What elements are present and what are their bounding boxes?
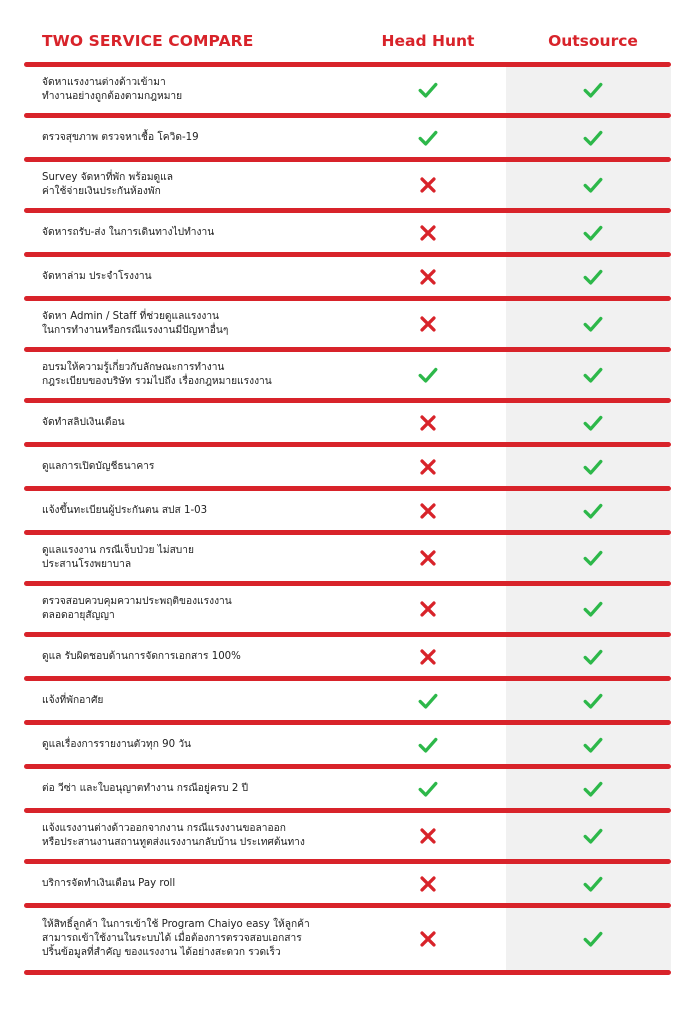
column-header-head-hunt: Head Hunt bbox=[381, 32, 475, 50]
check-icon bbox=[573, 403, 613, 442]
check-icon bbox=[573, 301, 613, 347]
cross-icon bbox=[408, 162, 448, 208]
cross-icon bbox=[408, 864, 448, 903]
service-label: แจ้งแรงงานต่างด้าวออกจากงาน กรณีแรงงานขอลาออก หรือประสานงานสถานทูตส่งแรงงานกลับบ้าน ประเทศต้นทาง bbox=[42, 823, 305, 848]
cross-icon bbox=[408, 257, 448, 296]
comparison-table bbox=[24, 62, 671, 970]
cross-icon bbox=[408, 535, 448, 581]
table-row bbox=[24, 720, 671, 764]
check-icon bbox=[573, 725, 613, 764]
check-icon bbox=[573, 162, 613, 208]
service-label: ให้สิทธิ์ลูกค้า ในการเข้าใช้ Program Chaiyo easy ให้ลูกค้า สามารถเข้าใช้งานในระบบได้ เมื่อต้องการตรวจสอบเอกสาร ปริ้นข้อมูลที่สำคัญ ของแรงงาน ได้อย่างสะดวก รวดเร็ว bbox=[42, 919, 310, 958]
service-label: จัดทำสลิปเงินเดือน bbox=[42, 416, 125, 428]
table-row bbox=[24, 157, 671, 208]
table-row bbox=[24, 581, 671, 632]
service-label: Survey จัดหาที่พัก พร้อมดูแล ค่าใช้จ่ายเงินประกันห้องพัก bbox=[42, 172, 173, 197]
service-label: แจ้งที่พักอาศัย bbox=[42, 694, 104, 706]
table-row bbox=[24, 486, 671, 530]
check-icon bbox=[573, 535, 613, 581]
table-row bbox=[24, 764, 671, 808]
service-label: แจ้งขึ้นทะเบียนผู้ประกันตน สปส 1-03 bbox=[42, 504, 208, 516]
table-row bbox=[24, 113, 671, 157]
check-icon bbox=[573, 637, 613, 676]
check-icon bbox=[408, 67, 448, 113]
table-row bbox=[24, 442, 671, 486]
cross-icon bbox=[408, 491, 448, 530]
check-icon bbox=[573, 352, 613, 398]
service-label: ดูแลแรงงาน กรณีเจ็บป่วย ไม่สบาย ประสานโรงพยาบาล bbox=[42, 545, 194, 570]
table-row bbox=[24, 632, 671, 676]
service-label: จัดหาล่าม ประจำโรงงาน bbox=[42, 270, 152, 282]
service-label: ตรวจสอบควบคุมความประพฤติของแรงงาน ตลอดอายุสัญญา bbox=[42, 596, 232, 621]
service-label: จัดหารถรับ-ส่ง ในการเดินทางไปทำงาน bbox=[42, 226, 215, 238]
check-icon bbox=[573, 586, 613, 632]
table-row bbox=[24, 676, 671, 720]
service-label: บริการจัดทำเงินเดือน Pay roll bbox=[42, 877, 176, 889]
table-row bbox=[24, 252, 671, 296]
check-icon bbox=[408, 118, 448, 157]
service-label: ต่อ วีซ่า และใบอนุญาตทำงาน กรณีอยู่ครบ 2 ปี bbox=[42, 782, 249, 794]
table-row bbox=[24, 808, 671, 859]
table-header bbox=[24, 26, 671, 58]
check-icon bbox=[573, 864, 613, 903]
check-icon bbox=[573, 681, 613, 720]
service-label: ดูแลการเปิดบัญชีธนาคาร bbox=[42, 460, 155, 472]
check-icon bbox=[408, 681, 448, 720]
cross-icon bbox=[408, 403, 448, 442]
service-label: ดูแล รับผิดชอบด้านการจัดการเอกสาร 100% bbox=[42, 650, 241, 662]
cross-icon bbox=[408, 213, 448, 252]
service-label: ตรวจสุขภาพ ตรวจหาเชื้อ โควิด-19 bbox=[42, 131, 199, 143]
check-icon bbox=[573, 769, 613, 808]
column-header-outsource: Outsource bbox=[548, 32, 638, 50]
table-bottom-divider bbox=[24, 970, 671, 975]
check-icon bbox=[573, 813, 613, 859]
cross-icon bbox=[408, 908, 448, 970]
check-icon bbox=[573, 213, 613, 252]
check-icon bbox=[408, 725, 448, 764]
table-row bbox=[24, 62, 671, 113]
table-row bbox=[24, 296, 671, 347]
table-row bbox=[24, 859, 671, 903]
service-label: จัดหา Admin / Staff ที่ช่วยดูแลแรงงาน ในการทำงานหรือกรณีแรงงานมีปัญหาอื่นๆ bbox=[42, 311, 229, 336]
check-icon bbox=[573, 908, 613, 970]
table-row bbox=[24, 903, 671, 970]
table-row bbox=[24, 208, 671, 252]
cross-icon bbox=[408, 637, 448, 676]
check-icon bbox=[408, 769, 448, 808]
service-label: จัดหาแรงงานต่างด้าวเข้ามา ทำงานอย่างถูกต้องตามกฎหมาย bbox=[42, 77, 183, 102]
service-label: ดูแลเรื่องการรายงานตัวทุก 90 วัน bbox=[42, 738, 191, 750]
check-icon bbox=[573, 491, 613, 530]
check-icon bbox=[573, 67, 613, 113]
cross-icon bbox=[408, 301, 448, 347]
cross-icon bbox=[408, 813, 448, 859]
table-row bbox=[24, 398, 671, 442]
check-icon bbox=[573, 447, 613, 486]
check-icon bbox=[573, 118, 613, 157]
page-title: TWO SERVICE COMPARE bbox=[42, 32, 254, 50]
table-row bbox=[24, 530, 671, 581]
table-row bbox=[24, 347, 671, 398]
service-label: อบรมให้ความรู้เกี่ยวกับลักษณะการทำงาน กฎระเบียบของบริษัท รวมไปถึง เรื่องกฎหมายแรงงาน bbox=[42, 362, 272, 387]
check-icon bbox=[573, 257, 613, 296]
check-icon bbox=[408, 352, 448, 398]
cross-icon bbox=[408, 447, 448, 486]
cross-icon bbox=[408, 586, 448, 632]
